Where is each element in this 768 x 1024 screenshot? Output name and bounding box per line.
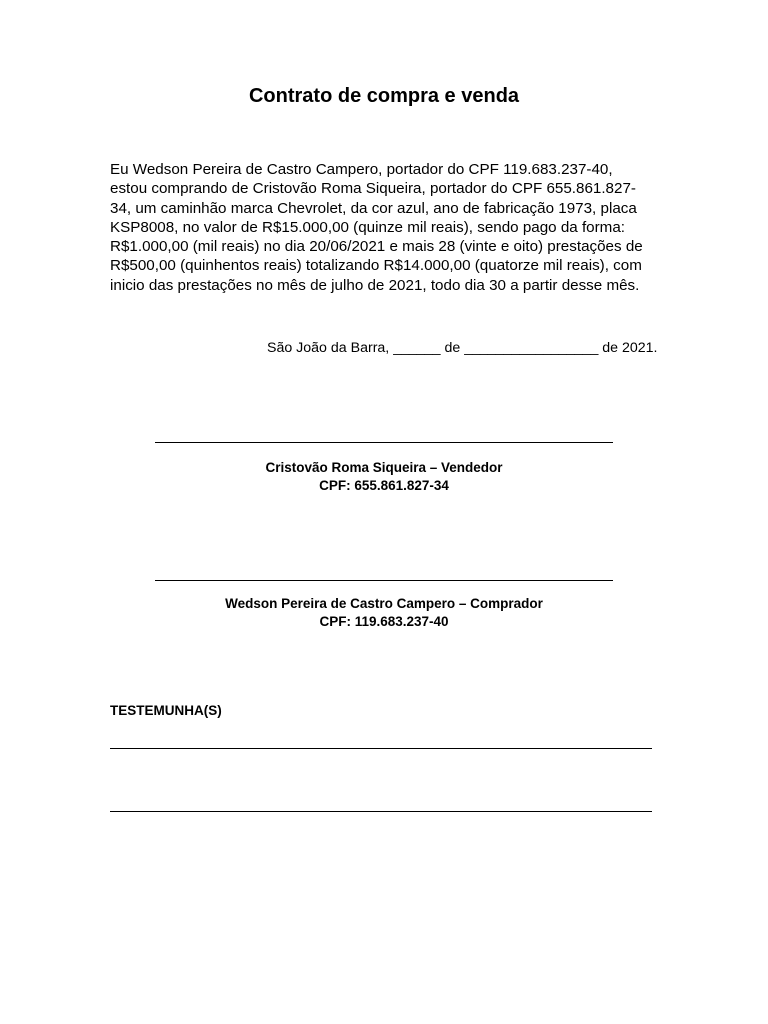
body-line: 34, um caminhão marca Chevrolet, da cor azul, ano de fabricação 1973, placa — [110, 199, 637, 217]
body-line: KSP8008, no valor de R$15.000,00 (quinze mil reais), sendo pago da forma: — [110, 218, 626, 236]
witness-heading: TESTEMUNHA(S) — [110, 703, 222, 718]
seller-signature-line — [155, 442, 613, 443]
body-line: R$1.000,00 (mil reais) no dia 20/06/2021 e mais 28 (vinte e oito) prestações de — [110, 238, 643, 256]
witness-signature-line — [110, 811, 652, 812]
witness-signature-line — [110, 748, 652, 749]
place-date-line: São João da Barra, ______ de _________________ de 2021. — [267, 340, 658, 356]
document-title: Contrato de compra e venda — [248, 85, 520, 107]
buyer-cpf: CPF: 119.683.237-40 — [319, 614, 449, 629]
contract-body — [110, 160, 655, 295]
body-line: R$500,00 (quinhentos reais) totalizando R$14.000,00 (quatorze mil reais), com — [110, 257, 642, 275]
buyer-name-role: Wedson Pereira de Castro Campero – Comprador — [225, 596, 543, 611]
seller-cpf: CPF: 655.861.827-34 — [319, 478, 449, 493]
seller-name-role: Cristovão Roma Siqueira – Vendedor — [265, 460, 503, 475]
body-line: estou comprando de Cristovão Roma Siqueira, portador do CPF 655.861.827- — [110, 180, 636, 198]
body-line: inicio das prestações no mês de julho de 2021, todo dia 30 a partir desse mês. — [110, 276, 640, 294]
body-line: Eu Wedson Pereira de Castro Campero, portador do CPF 119.683.237-40, — [110, 161, 613, 178]
buyer-signature-line — [155, 580, 613, 581]
